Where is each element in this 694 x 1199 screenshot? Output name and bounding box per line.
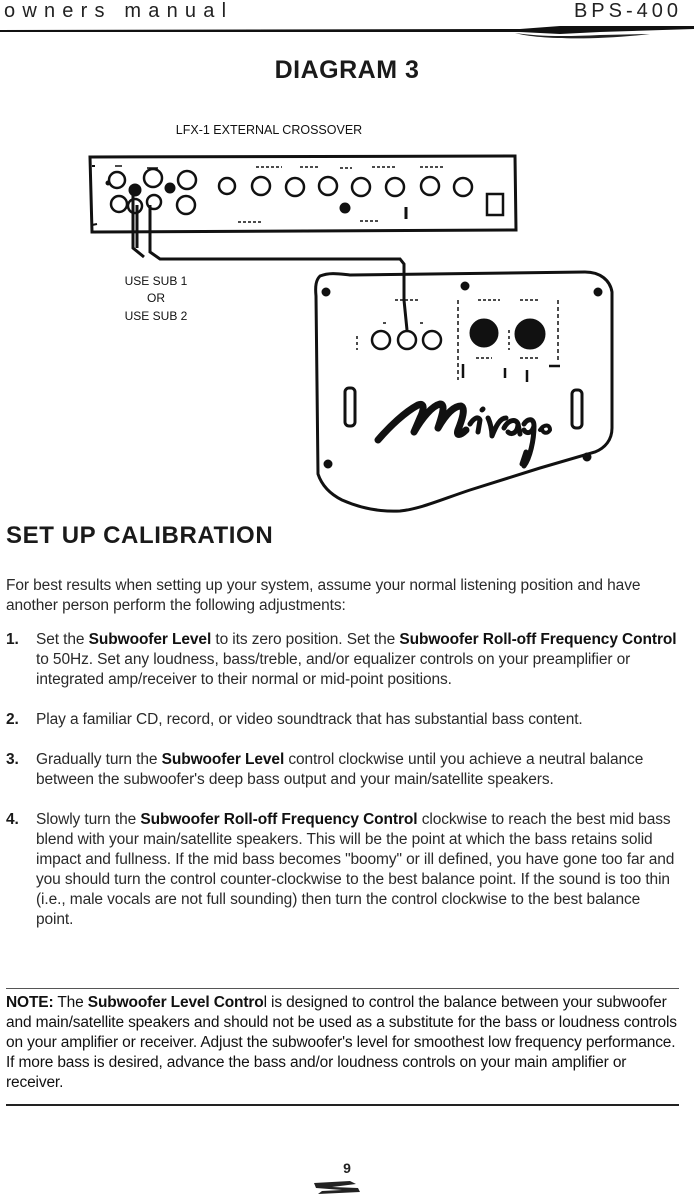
note-bottom-rule xyxy=(6,1104,679,1106)
intro-paragraph: For best results when setting up your system, assume your normal listening position and have another person perform the following adjustments: xyxy=(6,577,641,614)
step-number: 4. xyxy=(6,811,19,828)
sub-selection-label xyxy=(125,274,188,323)
calibration-steps xyxy=(6,630,678,950)
use-sub-2-label: USE SUB 2 xyxy=(124,309,188,323)
diagram-title: DIAGRAM 3 xyxy=(274,56,420,84)
step-number: 2. xyxy=(6,711,19,728)
header-model-label: BPS-400 xyxy=(573,0,682,22)
page-number: 9 xyxy=(343,1160,351,1176)
step-number: 1. xyxy=(6,631,19,648)
use-sub-1-label: USE SUB 1 xyxy=(124,274,188,288)
note-label: NOTE: xyxy=(6,994,54,1011)
wiring-diagram xyxy=(0,110,694,520)
step-3: 3. Gradually turn the Subwoofer Level control clockwise until you achieve a neutral balance between the subwoofer's deep bass output and your main/satellite speakers. xyxy=(6,751,644,788)
or-label: OR xyxy=(147,291,165,305)
crossover-unit xyxy=(90,156,516,232)
subwoofer-panel xyxy=(316,272,612,511)
step-number: 3. xyxy=(6,751,19,768)
note-top-rule xyxy=(6,988,679,989)
footer-logo-mark xyxy=(312,1178,364,1196)
step-2: 2. Play a familiar CD, record, or video soundtrack that has substantial bass content. xyxy=(6,711,583,728)
step-1: 1. Set the Subwoofer Level to its zero position. Set the Subwoofer Roll-off Frequency Control to 50Hz. Set any loudness, bass/treble, and/or equalizer controls on your preamplifier or integrated amp/receiver to their normal or mid-point positions. xyxy=(6,631,677,688)
mirage-logo xyxy=(378,404,550,466)
crossover-label: LFX-1 EXTERNAL CROSSOVER xyxy=(175,123,363,137)
setup-calibration-heading: SET UP CALIBRATION xyxy=(6,522,274,549)
note-block: NOTE: The Subwoofer Level Control is designed to control the balance between your subwoofer and main/satellite speakers and should not be used as a substitute for the bass or loudness controls on your amplifier or receiver. Adjust the subwoofer's level for smoothest low frequency performance. If more bass is desired, advance the bass and/or loudness controls on your main amplifier or receiver. xyxy=(6,994,677,1091)
header-swoosh-rule xyxy=(0,20,694,42)
step-4: 4. Slowly turn the Subwoofer Roll-off Frequency Control clockwise to reach the best mid bass blend with your main/satellite speakers. This will be the point at which the bass retains solid impact and fullness. If the mid bass becomes "boomy" or ill defined, you have gone too far and you should turn the control counter-clockwise to the best balance point. If the sound is too thin (i.e., male vocals are not full sounding) then turn the control clockwise to the best balance point. xyxy=(6,811,675,928)
header-manual-label: owners manual xyxy=(4,0,234,22)
